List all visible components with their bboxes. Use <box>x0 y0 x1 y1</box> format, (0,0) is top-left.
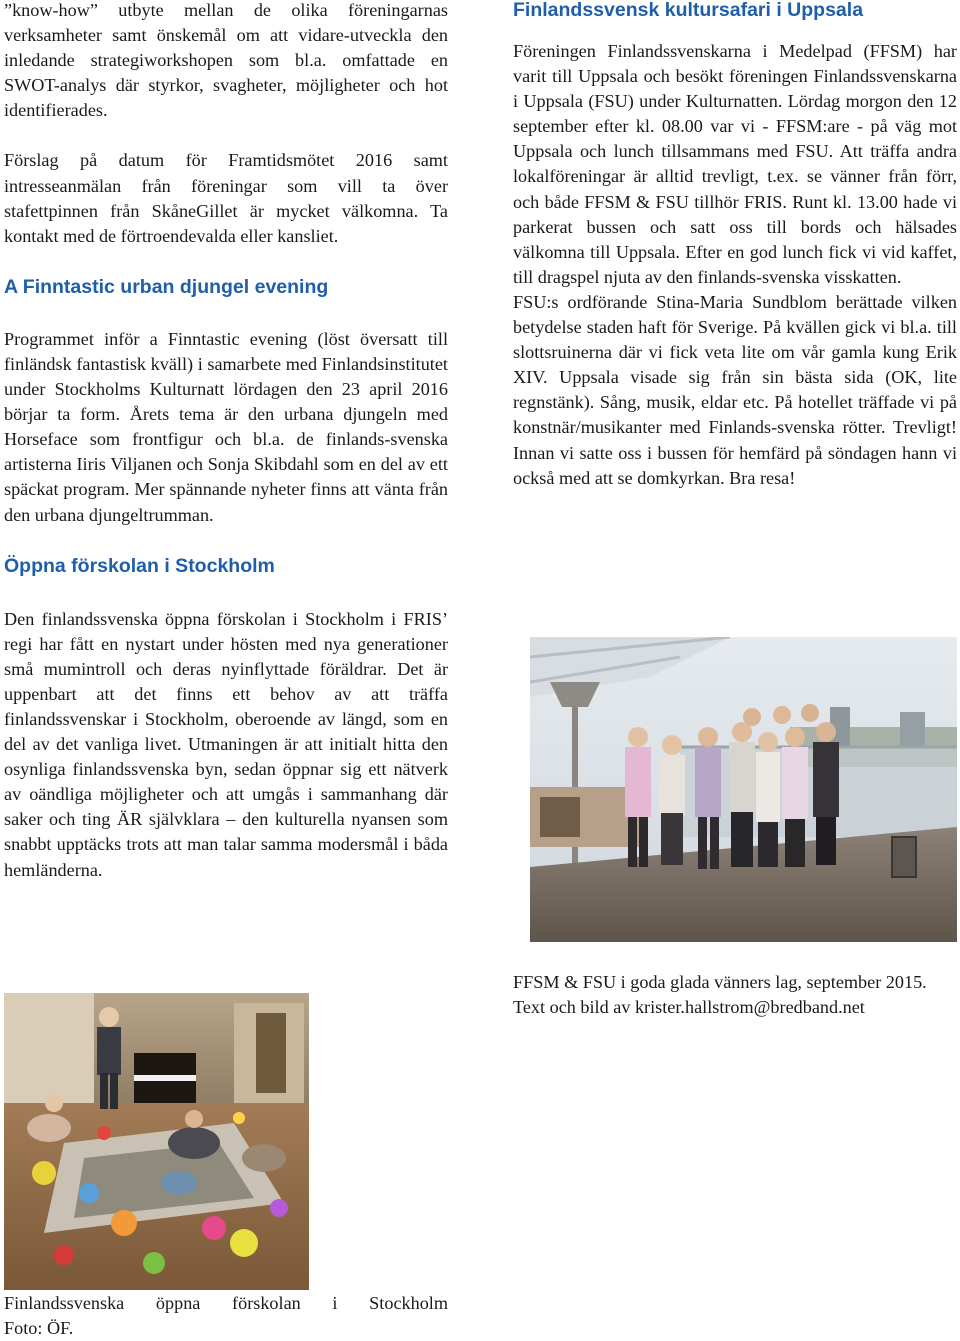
playroom-photo-image <box>4 993 309 1290</box>
group-photo-image <box>530 637 957 942</box>
left-column <box>4 0 448 883</box>
playroom-caption-line-2: Foto: ÖF. <box>4 1318 74 1339</box>
intro-paragraph-1: ”know-how” utbyte mellan de olika föreningarnas verksamheter samt önskemål om att vidare-utveckla den inledande strategiworkshopen som bl.a. omfattade en SWOT-analys där styrkor, svagheter, möjligheter och hot identifierades. <box>4 0 448 121</box>
intro-paragraph-2: Förslag på datum för Framtidsmötet 2016 samt intresseanmälan från föreningar som vill ta över stafettpinnen från SkåneGillet är mycket välkomna. Ta kontakt med de förtroendevalda eller kansliet. <box>4 150 448 246</box>
group-photo-caption <box>513 970 957 1020</box>
section-body-uppsala-2: FSU:s ordförande Stina-Maria Sundblom berättade vilken betydelse staden haft för Sverige. På kvällen gick vi bl.a. till slottsruinerna där vi fick veta lite om vår gamla kung Erik XIV. Uppsala visade sig från sin bästa sida (OK, lite regnstänk). Sång, musik, eldar etc. På hotellet träffade vi på konstnär/musikanter med Finlands-svenska rötter. Trevligt! Innan vi satte oss i bussen för hemfärd på söndagen hann vi också med att se domkyrkan. Bra resa! <box>513 291 957 488</box>
section-body-uppsala-1: Föreningen Finlandssvenskarna i Medelpad (FFSM) har varit till Uppsala och besökt föreningen Finlandssvenskarna i Uppsala (FSU) under Kulturnatten. Lördag morgon den 12 september efter kl. 08.00 var vi - FFSM:are - på väg mot Uppsala och lunch tillsammans med FSU. Att träffa andra lokalföreningar är alltid trevligt, t.ex. se vänner från förr, och både FFSM & FSU tillhör FRIS. Runt kl. 13.00 hade vi parkerat bussen och satt oss till bords och hälsades välkomna till Uppsala. Efter en god lunch fick vi vid kaffet, till dragspel njuta av den finlands-svenska visskatten. <box>513 41 957 287</box>
playroom-photo-caption <box>4 1291 448 1341</box>
section-heading-forskolan: Öppna förskolan i Stockholm <box>4 554 275 577</box>
group-caption-line-1: FFSM & FSU i goda glada vänners lag, september 2015. <box>513 972 927 992</box>
right-column <box>513 0 957 491</box>
group-photo <box>530 637 957 942</box>
group-caption-line-2: Text och bild av krister.hallstrom@bredband.net <box>513 997 865 1018</box>
section-heading-finntastic: A Finntastic urban djungel evening <box>4 275 329 298</box>
section-body-finntastic: Programmet inför a Finntastic evening (löst översatt till finländsk fantastisk kväll) i samarbete med Finlandsinstitutet under Stockholms Kulturnatt lördagen den 23 april 2016 börjar ta form. Årets tema är den urbana djungeln med Horseface som frontfigur och bl.a. de finlands-svenska artisterna Iiris Viljanen och Sonja Skibdahl som en del av ett späckat program. Mer spännande nyheter finns att vänta från den urbana djungeltrumman. <box>4 328 448 525</box>
section-body-forskolan: Den finlandssvenska öppna förskolan i Stockholm i FRIS’ regi har fått en nystart under hösten med nya generationer små mumintroll och deras nyinflyttade föräldrar. Det är uppenbart att det finns ett behov av att träffa finlandssvenskar i Stockholm, oberoende av längd, som en del av det vanliga livet. Utmaningen är att initialt hitta den osynliga finlandssvenska byn, sedan öppnar sig ett nätverk av oändliga möjligheter och att umgås i sammanhang där saker och ting ÄR självklara – den kulturella nyansen som snabbt upptäcks trots att man talar samma modersmål i båda hemländerna. <box>4 608 448 880</box>
section-heading-uppsala: Finlandssvensk kultursafari i Uppsala <box>513 0 864 21</box>
playroom-caption-line-1: Finlandssvenska öppna förskolan i Stockholm <box>4 1293 448 1313</box>
playroom-photo <box>4 993 309 1290</box>
